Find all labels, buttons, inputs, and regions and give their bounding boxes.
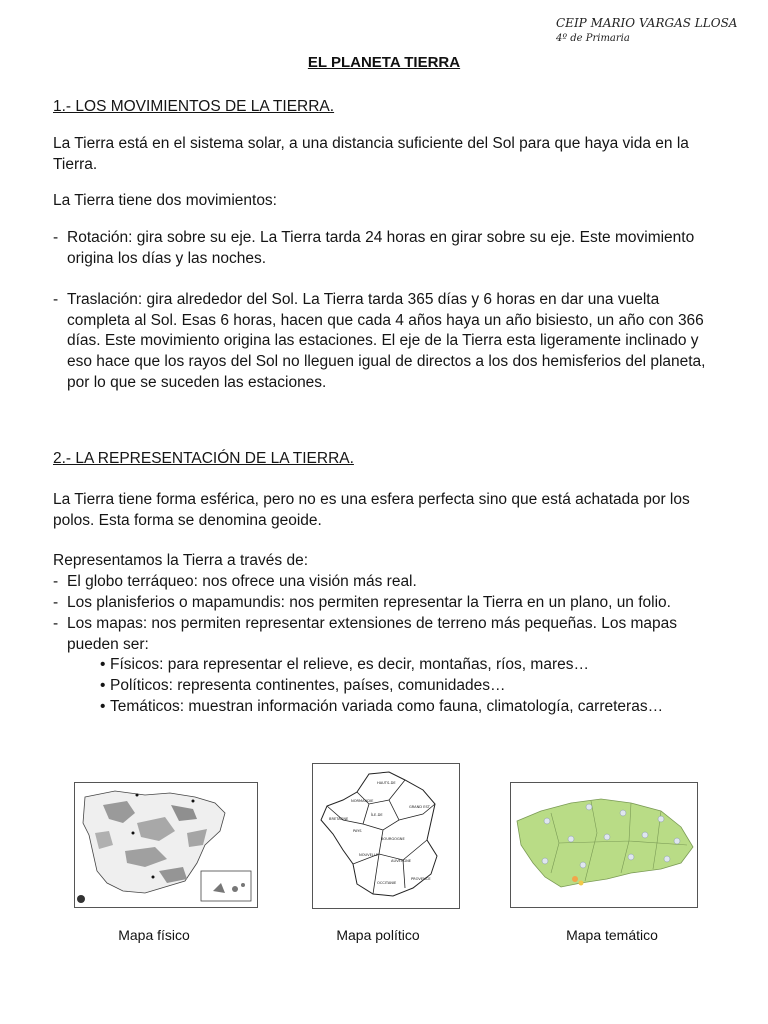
thematic-text: Temáticos: muestran información variada como fauna, climatología, carreteras… [110, 697, 664, 715]
caption-political: Mapa político [336, 927, 420, 943]
translation-text: Traslación: gira alrededor del Sol. La Tierra tarda 365 días y 6 horas en dar una vuelta completa al Sol. Esas 6 horas, hacen que cada 4 años haya un año bisiesto, un año con 366 días. Este movimiento origina las estaciones. El eje de la Tierra esta ligeramente inclinado y eso hace que los rayos del Sol no lleguen igual de directos a los dos hemisferios del planeta, por lo que se suceden las estaciones. [67, 290, 706, 391]
political-map-france-icon [313, 764, 459, 908]
section-1 [53, 97, 713, 394]
svg-text:BOURGOGNE: BOURGOGNE [381, 837, 405, 841]
list-item-translation: - Traslación: gira alrededor del Sol. La Tierra tarda 365 días y 6 horas en dar una vuelta completa al Sol. Esas 6 horas, hacen que cada 4 años haya un año bisiesto, un año con 366 días. Este movimiento origina las estaciones. El eje de la Tierra esta ligeramente inclinado y eso hace que los rayos del Sol no lleguen igual de directos a los dos hemisferios del planeta, por lo que se suceden las estaciones. [53, 290, 706, 391]
rotation-text: Rotación: gira sobre su eje. La Tierra tarda 24 horas en girar sobre su eje. Este movimiento origina los días y las noches. [67, 229, 695, 267]
svg-text:NOUVELLE: NOUVELLE [359, 853, 379, 857]
bullet-thematic: • Temáticos: muestran información variada como fauna, climatología, carreteras… [100, 697, 664, 715]
political-text: Políticos: representa continentes, países, comunidades… [110, 677, 506, 695]
section-2-heading: 2.- LA REPRESENTACIÓN DE LA TIERRA. [53, 450, 354, 467]
list-item-globe: - El globo terráqueo: nos ofrece una visión más real. [53, 573, 417, 591]
svg-text:BRETAGNE: BRETAGNE [329, 817, 349, 821]
bullet-political: • Políticos: representa continentes, países, comunidades… [100, 677, 506, 695]
physical-map-spain-icon [75, 783, 257, 907]
page-title: EL PLANETA TIERRA [307, 54, 461, 71]
section-2 [53, 449, 713, 718]
svg-text:PAYS: PAYS [353, 829, 362, 833]
physical-text: Físicos: para representar el relieve, es decir, montañas, ríos, mares… [110, 656, 589, 674]
svg-text:NORMANDIE: NORMANDIE [351, 799, 374, 803]
section-2-lead: Representamos la Tierra a través de: [53, 552, 309, 570]
physical-map-image [74, 782, 258, 908]
school-header [556, 16, 737, 46]
list-item-planisphere: - Los planisferios o mapamundis: nos permiten representar la Tierra en un plano, un folio. [53, 593, 671, 611]
section-1-lead: La Tierra tiene dos movimientos: [53, 192, 277, 210]
political-map-image [312, 763, 460, 909]
svg-text:ÎLE-DE: ÎLE-DE [371, 813, 383, 817]
planisphere-text: Los planisferios o mapamundis: nos permiten representar la Tierra en un plano, un folio. [67, 593, 671, 611]
bullet-physical: • Físicos: para representar el relieve, es decir, montañas, ríos, mares… [100, 656, 589, 674]
thematic-weather-map-icon [511, 783, 697, 907]
list-item-maps: - Los mapas: nos permiten representar extensiones de terreno más pequeñas. Los mapas pueden ser: [53, 614, 678, 653]
section-2-intro: La Tierra tiene forma esférica, pero no es una esfera perfecta sino que está achatada por los polos. Esta forma se denomina geoide. [53, 490, 690, 529]
school-name: CEIP MARIO VARGAS LLOSA [556, 16, 738, 30]
caption-physical: Mapa físico [118, 927, 190, 943]
section-1-intro: La Tierra está en el sistema solar, a una distancia suficiente del Sol para que haya vida en la Tierra. [53, 134, 689, 173]
list-item-rotation: - Rotación: gira sobre su eje. La Tierra tarda 24 horas en girar sobre su eje. Este movimiento origina los días y las noches. [53, 229, 695, 267]
maps-text: Los mapas: nos permiten representar extensiones de terreno más pequeñas. Los mapas pueden ser: [67, 614, 678, 653]
svg-text:HAUTS-DE: HAUTS-DE [377, 781, 396, 785]
section-1-heading: 1.- LOS MOVIMIENTOS DE LA TIERRA. [53, 98, 335, 115]
caption-thematic: Mapa temático [566, 927, 658, 943]
svg-text:OCCITANIE: OCCITANIE [377, 881, 397, 885]
svg-text:PROVENCE: PROVENCE [411, 877, 431, 881]
svg-text:GRAND EST: GRAND EST [409, 805, 430, 809]
globe-text: El globo terráqueo: nos ofrece una visión más real. [67, 573, 417, 591]
svg-text:AUVERGNE: AUVERGNE [391, 859, 412, 863]
thematic-map-image [510, 782, 698, 908]
grade-label: 4º de Primaria [556, 33, 630, 44]
